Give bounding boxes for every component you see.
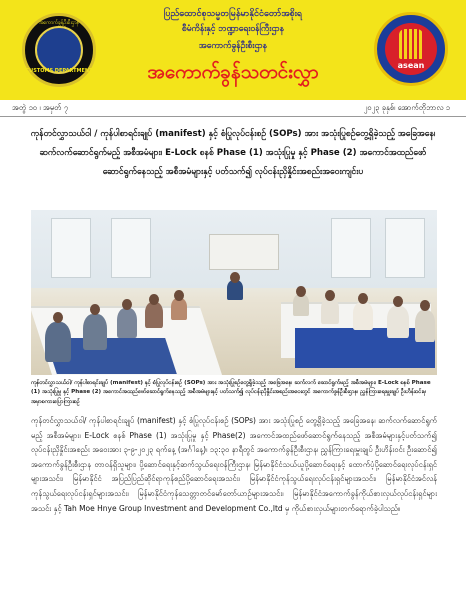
government-name: ပြည်ထောင်စုသမ္မတမြန်မာနိုင်ငံတော်အစိုးရ [163, 9, 303, 19]
seal-emblem-icon [35, 26, 83, 74]
issue-date: ၂၀၂၃ ခုနှစ်၊ အောက်တိုဘာလ ၁ [363, 103, 450, 112]
photo-window [385, 218, 425, 278]
photo-participant-head [90, 304, 100, 315]
seal-bottom-text: CUSTOMS DEPARTMENT [25, 68, 93, 74]
photo-participant-head [174, 290, 184, 301]
photo-participant-head [53, 312, 63, 323]
asean-label: asean [397, 61, 425, 70]
photo-participant-head [230, 272, 240, 283]
article-body: ကုန်တင်လွှာသယ်ဝါ/ ကုန်ပါစာရင်းချုပ် (manifest) နှင့် စံပြုလုပ်ငန်းစဉ် (SOPs) အား အသုံးပြုစဉ် တွေ့ရှိခဲ့သည့် အခြေအနေ၊ ဆက်လက်ဆောင်ရွက်မည့် အစီအမံများ၊ E-Lock စနစ် Phase (1) အသုံးပြုမှု နှင့် Phase(2) အကောင်အထည်ဖော်ဆောင်ရွက်နေသည့် အစီအမံများနှင့်ပတ်သက်၍ လုပ်ငန်းညှိနှိုင်းအစည်း အဝေးအား ၃-၉-၂၀၂၃ ရက်နေ့ (အင်္ဂါနေ့)၊ ၁၃:၃၀ နာရီတွင် အကောက်ခွန်ဦးစီးဌာန၊ ညွှန်ကြားရေးမှူးချုပ် ဦးဟိန်းဝင်း ဦးဆောင်၍ အကောက်ခွန်ဦးစီးဌာန တာဝန်ရှိသူများ၊ ပို့ဆောင်ရေးနှင့်ဆက်သွယ်ရေးဝန်ကြီးဌာန၊ မြန်မာနိုင်ငံသယ်ယူပို့ဆောင်ရေးနှင့် ထောက်ပံ့ပို့ဆောင်ရေးလုပ်ငန်းရှင်များအသင်း၊ မြန်မာနိုင်ငံ အပြည်ပြည်ဆိုင်ရာကုန်စည်ပို့ဆောင်ရေးအသင်း၊ မြန်မာနိုင်ငံကုန်သွယ်ရေးလုပ်ငန်းရှင်များအသင်း၊ မြန်မာနိုင်ငံအင်လန်ကုန်သွယ်ရေးလုပ်ငန်းရှင်များအသင်း၊ မြန်မာနိုင်ငံကုန်သေတ္တာတင်မော်တော်ယာဉ်များအသင်း၊ မြန်မာနိုင်ငံအကောက်ခွန်ကိုယ်စားလှယ်လုပ်ငန်းရှင်များအသင်း နှင့် Tah Moe Hnye Group Investment and Development Co.,ltd မှ ကိုယ်စားလှယ်များတက်ရောက်ခဲ့ပါသည်။ [31, 416, 437, 513]
photo-participant-head [122, 299, 132, 310]
photo-window [331, 218, 371, 278]
photo-window [51, 218, 91, 278]
asean-emblem-icon [374, 12, 448, 86]
photo-participant [117, 308, 137, 338]
newsletter-title: အကောက်ခွန်သတင်းလွှာ [147, 61, 319, 83]
photo-participant [171, 298, 187, 320]
photo-banner [209, 234, 279, 270]
photo-participant-head [358, 293, 368, 304]
photo-participant-head [325, 290, 335, 301]
photo-participant [353, 302, 373, 330]
photo-participant-head [393, 296, 403, 307]
photo-participant-head [149, 294, 159, 305]
photo-participant [293, 294, 309, 316]
photo-tablecloth-right [295, 328, 435, 368]
volume-number: အတွဲ ၁၀ ၊ အမှတ် ၇ [12, 103, 69, 112]
photo-caption: ကုန်တင်လွှာသယ်ဝါ/ ကုန်ပါစာရင်းချုပ် (manifest) နှင့် စံပြုလုပ်ငန်းစဉ် (SOPs) အား အသုံးပြုစဉ်တွေ့ရှိခဲ့သည့် အခြေအနေ၊ ဆက်လက် ဆောင်ရွက်မည့် အစီအမံများ၊ E-Lock စနစ် Phase (1) အသုံးပြုမှု နှင့် Phase (2) အကောင်အထည်ဖော်ဆောင်ရွက်နေသည့် အစီအမံများနှင့် ပတ်သက်၍ လုပ်ငန်းညှိနှိုင်းအစည်းအဝေးတွင် အကောက်ခွန်ဦးစီးဌာန၊ ညွှန်ကြားရေးမှူးချုပ် ဦးဟိန်းဝင်းမှ အမှာစကားပြောကြားစဉ် [31, 380, 431, 405]
photo-participant [387, 306, 409, 338]
masthead-banner [0, 0, 466, 100]
meeting-room-photo [31, 210, 437, 375]
photo-participant [145, 302, 163, 328]
photo-participant-head [296, 286, 306, 297]
photo-window [111, 218, 151, 278]
customs-department-seal-icon [22, 13, 96, 87]
article-headline: ကုန်တင်လွှာသယ်ဝါ / ကုန်ပါစာရင်းချုပ် (manifest) နှင့် စံပြုလုပ်ငန်းစဉ် (SOPs) အား အသုံးပြုစဉ်တွေ့ရှိခဲ့သည့် အခြေအနေ၊ ဆက်လက်ဆောင်ရွက်မည့် အစီအမံများ၊ E-Lock စနစ် Phase (1) အသုံးပြုမှု နှင့် Phase (2) အကောင်အထည်ဖော်ဆောင်ရွက်နေသည့် အစီအမံများနှင့် ပတ်သက်၍ လုပ်ငန်းညှိနှိုင်းအစည်းအဝေးကျင်းပ [30, 129, 436, 177]
rice-sheaf-icon [399, 29, 423, 59]
photo-participant [415, 310, 435, 342]
photo-participant-head [420, 300, 430, 311]
issue-info-bar [0, 100, 466, 117]
seal-top-text: အကောက်ခွန်ဦးစီးဌာန [38, 20, 80, 26]
photo-participant [83, 314, 107, 350]
photo-participant [227, 280, 243, 300]
photo-participant [45, 322, 71, 362]
department-name: အကောက်ခွန်ဦးစီးဌာန [198, 41, 268, 51]
ministry-name: စီမံကိန်းနှင့် ဘဏ္ဍာရေးဝန်ကြီးဌာန [181, 24, 285, 34]
photo-participant [321, 298, 339, 324]
